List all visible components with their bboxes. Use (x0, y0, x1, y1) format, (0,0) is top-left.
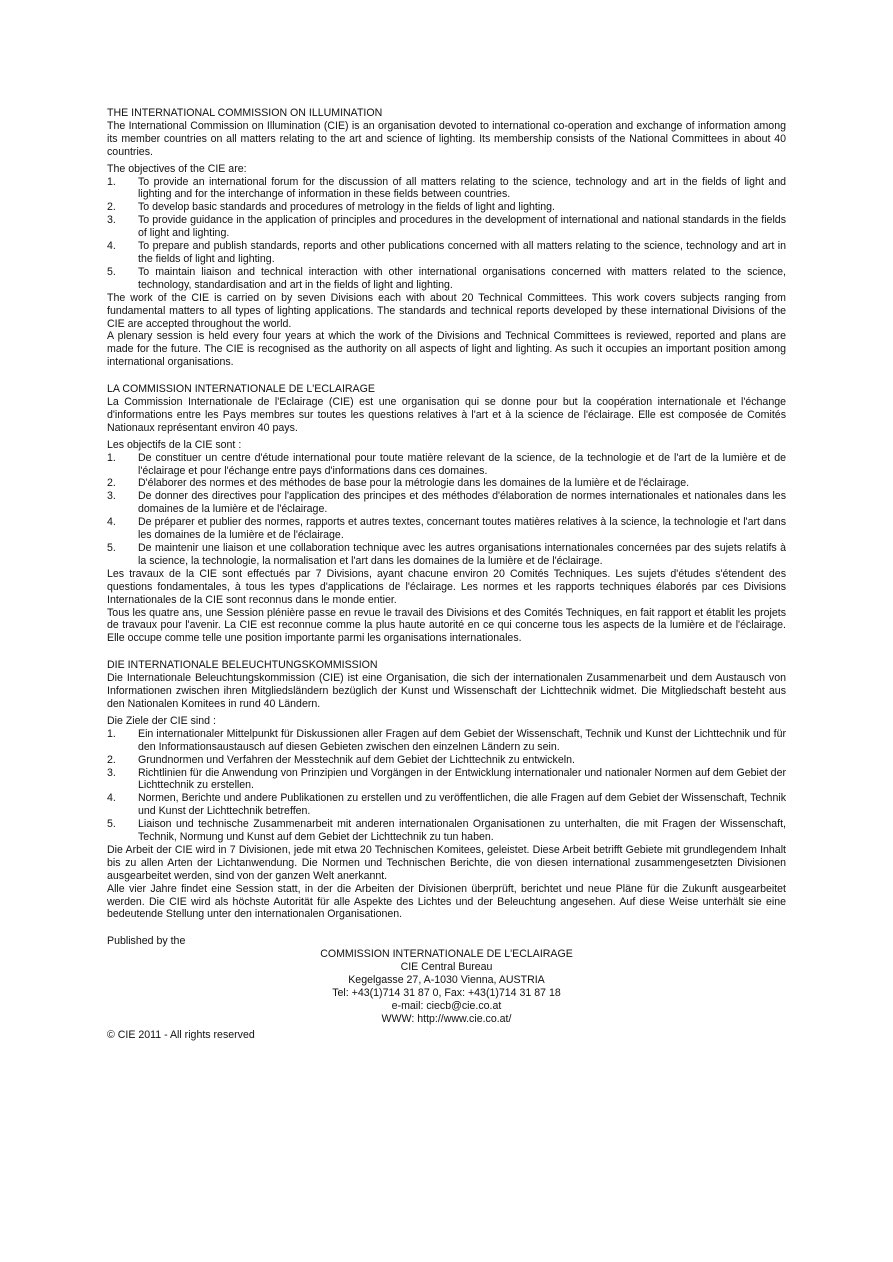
objective-text: De préparer et publier des normes, rapports et autres textes, concernant toutes matières relatives à la science, la technologie et l'art dans les domaines de la lumière et de l'éclairage. (138, 516, 786, 542)
objective-text: Normen, Berichte und andere Publikationen zu erstellen und zu veröffentlichen, die alle Fragen auf dem Gebiet der Wissenschaft, Technik und Kunst der Lichttechnik betreffen. (138, 792, 786, 818)
section-intro: Die Internationale Beleuchtungskommission (CIE) ist eine Organisation, die sich der internationalen Zusammenarbeit und dem Austausch von Informationen zwischen ihren Mitgliedsländern bezüglich der Kunst und Wissenschaft der Lichttechnik widmet. Die Mitgliedschaft besteht aus den Nationalen Komitees in rund 40 Ländern. (107, 672, 786, 710)
published-by-label: Published by the (107, 935, 186, 948)
objective-number: 5. (107, 542, 116, 554)
objective-item (107, 728, 786, 754)
objective-text: D'élaborer des normes et des méthodes de base pour la métrologie dans les domaines de la lumière et de l'éclairage. (138, 477, 690, 490)
objectives-list (107, 728, 786, 844)
objective-number: 3. (107, 490, 116, 503)
objective-item (107, 792, 786, 818)
section-title: LA COMMISSION INTERNATIONALE DE L'ECLAIRAGE (107, 383, 375, 396)
objectives-heading: Les objectifs de la CIE sont : (107, 438, 242, 451)
section-paragraph: Alle vier Jahre findet eine Session statt, in der die Arbeiten der Divisionen überprüft, berichtet und neue Pläne für die Zukunft ausgearbeitet werden. Die CIE wird als höchste Autorität für alle Aspekte des Lichtes und der Beleuchtung angesehen. Auf diese Weise unterhält sie eine bedeutende Stellung unter den internationalen Organisationen. (107, 882, 786, 921)
section-paragraph: Tous les quatre ans, une Session plénière passe en revue le travail des Divisions et des Comités Techniques, en fait rapport et établit les projets de travaux pour l'avenir. La CIE est reconnue comme la plus haute autorité en ce qui concerne tous les aspects de la lumière et de l'éclairage. Elle occupe comme telle une position importante parmi les organisations internationales. (107, 606, 786, 645)
objective-item (107, 516, 786, 542)
objective-number: 5. (107, 265, 116, 278)
objectives-list (107, 452, 786, 568)
objective-number: 3. (107, 766, 116, 779)
section-title: DIE INTERNATIONALE BELEUCHTUNGSKOMMISSION (107, 659, 378, 672)
objective-number: 3. (107, 214, 116, 227)
objectives-list (107, 176, 786, 292)
objective-text: De donner des directives pour l'application des principes et des méthodes d'élaboration de normes internationales et nationales dans les domaines de la lumière et de l'éclairage. (138, 490, 786, 516)
publisher-block (107, 935, 786, 1041)
objectives-heading: The objectives of the CIE are: (107, 162, 247, 175)
section-paragraph: Les travaux de la CIE sont effectués par 7 Divisions, ayant chacune environ 20 Comités Techniques. Les sujets d'études s'étendent des questions fondamentales, à tous les types d'applications de l'éclairage. Les normes et les rapports techniques élaborés par ces Divisions Internationales de la CIE sont reconnus dans le monde entier. (107, 567, 786, 606)
objective-item (107, 214, 786, 240)
objective-item (107, 477, 786, 490)
objective-item (107, 490, 786, 516)
publisher-address (107, 948, 786, 1025)
section-title: THE INTERNATIONAL COMMISSION ON ILLUMINATION (107, 107, 383, 119)
section-intro: The International Commission on Illumination (CIE) is an organisation devoted to international co-operation and exchange of information among its member countries on all matters relating to the art and science of lighting. Its membership consists of the National Committees in about 40 countries. (107, 119, 786, 158)
objective-number: 1. (107, 727, 116, 740)
objective-number: 4. (107, 240, 116, 253)
objective-number: 4. (107, 792, 116, 805)
section-french (107, 383, 786, 645)
objective-text: Grundnormen und Verfahren der Messtechnik auf dem Gebiet der Lichttechnik zu entwickeln. (138, 753, 575, 766)
objective-number: 1. (107, 451, 116, 464)
objective-text: To develop basic standards and procedures of metrology in the fields of light and lighting. (138, 201, 555, 214)
objective-text: To provide guidance in the application of principles and procedures in the development of international and national standards in the fields of light and lighting. (138, 214, 786, 240)
section-german (107, 659, 786, 921)
publisher-email: e-mail: ciecb@cie.co.at (391, 999, 502, 1012)
publisher-street: Kegelgasse 27, A-1030 Vienna, AUSTRIA (348, 974, 545, 987)
objective-item (107, 818, 786, 844)
section-intro: La Commission Internationale de l'Eclairage (CIE) est une organisation qui se donne pour but la coopération internationale et l'échange d'informations entre les Pays membres sur toutes les questions relatives à l'art et à la science de l'éclairage. Elle est composée de Comités Nationaux représentant environ 40 pays. (107, 396, 786, 434)
copyright-notice: © CIE 2011 - All rights reserved (107, 1028, 255, 1041)
objective-text: Ein internationaler Mittelpunkt für Diskussionen aller Fragen auf dem Gebiet der Wissenschaft, Technik und Kunst der Lichttechnik und für den Informationsaustausch auf diesen Gebieten zwischen den einzelnen Ländern zu sein. (138, 727, 786, 753)
objective-item (107, 452, 786, 478)
publisher-bureau: CIE Central Bureau (400, 961, 493, 974)
objective-text: To maintain liaison and technical interaction with other international organisations concerned with matters related to the science, technology, standardisation and art in the fields of light and lighting. (138, 265, 786, 291)
section-paragraph: A plenary session is held every four years at which the work of the Divisions and Technical Committees is reviewed, reported and plans are made for the future. The CIE is recognised as the authority on all aspects of light and lighting. As such it occupies an important position among international organisations. (107, 330, 786, 369)
objective-item (107, 266, 786, 292)
objective-item (107, 767, 786, 793)
objective-item (107, 240, 786, 266)
objectives-heading: Die Ziele der CIE sind : (107, 714, 216, 727)
objective-number: 5. (107, 818, 116, 831)
objective-number: 2. (107, 753, 116, 766)
document-page (107, 107, 786, 1042)
objective-item (107, 176, 786, 202)
objective-number: 1. (107, 175, 116, 188)
objective-item (107, 754, 786, 767)
objective-item (107, 201, 786, 214)
objective-text: To prepare and publish standards, reports and other publications concerned with all matters relating to the science, technology and art in the fields of light and lighting. (138, 240, 786, 265)
objective-text: De maintenir une liaison et une collaboration technique avec les autres organisations internationales concernées par des sujets relatifs à la science, la technologie, la normalisation et l'art dans les domaines de la lumière et de l'éclairage. (138, 542, 786, 567)
objective-text: De constituer un centre d'étude international pour toute matière relevant de la science, de la technologie et de l'art de la lumière et de l'éclairage et pour l'échange entre pays d'informations dans ces domaines. (138, 451, 786, 477)
section-paragraph: The work of the CIE is carried on by seven Divisions each with about 20 Technical Committees. This work covers subjects ranging from fundamental matters to all types of lighting applications. The standards and technical reports developed by these international Divisions of the CIE are accepted throughout the world. (107, 291, 786, 330)
publisher-website: WWW: http://www.cie.co.at/ (381, 1012, 512, 1025)
objective-text: Liaison und technische Zusammenarbeit mit anderen internationalen Organisationen zu unterhalten, die mit Fragen der Wissenschaft, Technik, Normung und Kunst auf dem Gebiet der Lichttechnik zu tun haben. (138, 818, 786, 844)
publisher-name: COMMISSION INTERNATIONALE DE L'ECLAIRAGE (320, 948, 573, 961)
publisher-phone-fax: Tel: +43(1)714 31 87 0, Fax: +43(1)714 31 87 18 (332, 987, 561, 999)
section-english (107, 107, 786, 369)
objective-number: 2. (107, 201, 116, 214)
objective-number: 2. (107, 477, 116, 490)
objective-number: 4. (107, 516, 116, 529)
objective-item (107, 542, 786, 568)
objective-text: Richtlinien für die Anwendung von Prinzipien und Vorgängen in der Entwicklung internationaler und nationaler Normen auf dem Gebiet der Lichttechnik zu erstellen. (138, 766, 786, 792)
section-paragraph: Die Arbeit der CIE wird in 7 Divisionen, jede mit etwa 20 Technischen Komitees, geleistet. Diese Arbeit betrifft Gebiete mit grundlegendem Inhalt bis zu allen Arten der Lichtanwendung. Die Normen und Technischen Berichte, die von diesen international zusammengesetzten Divisionen ausgearbeitet werden, sind von der ganzen Welt anerkannt. (107, 843, 786, 882)
objective-text: To provide an international forum for the discussion of all matters relating to the science, technology and art in the fields of light and lighting and for the interchange of information in these fields between countries. (138, 175, 786, 201)
